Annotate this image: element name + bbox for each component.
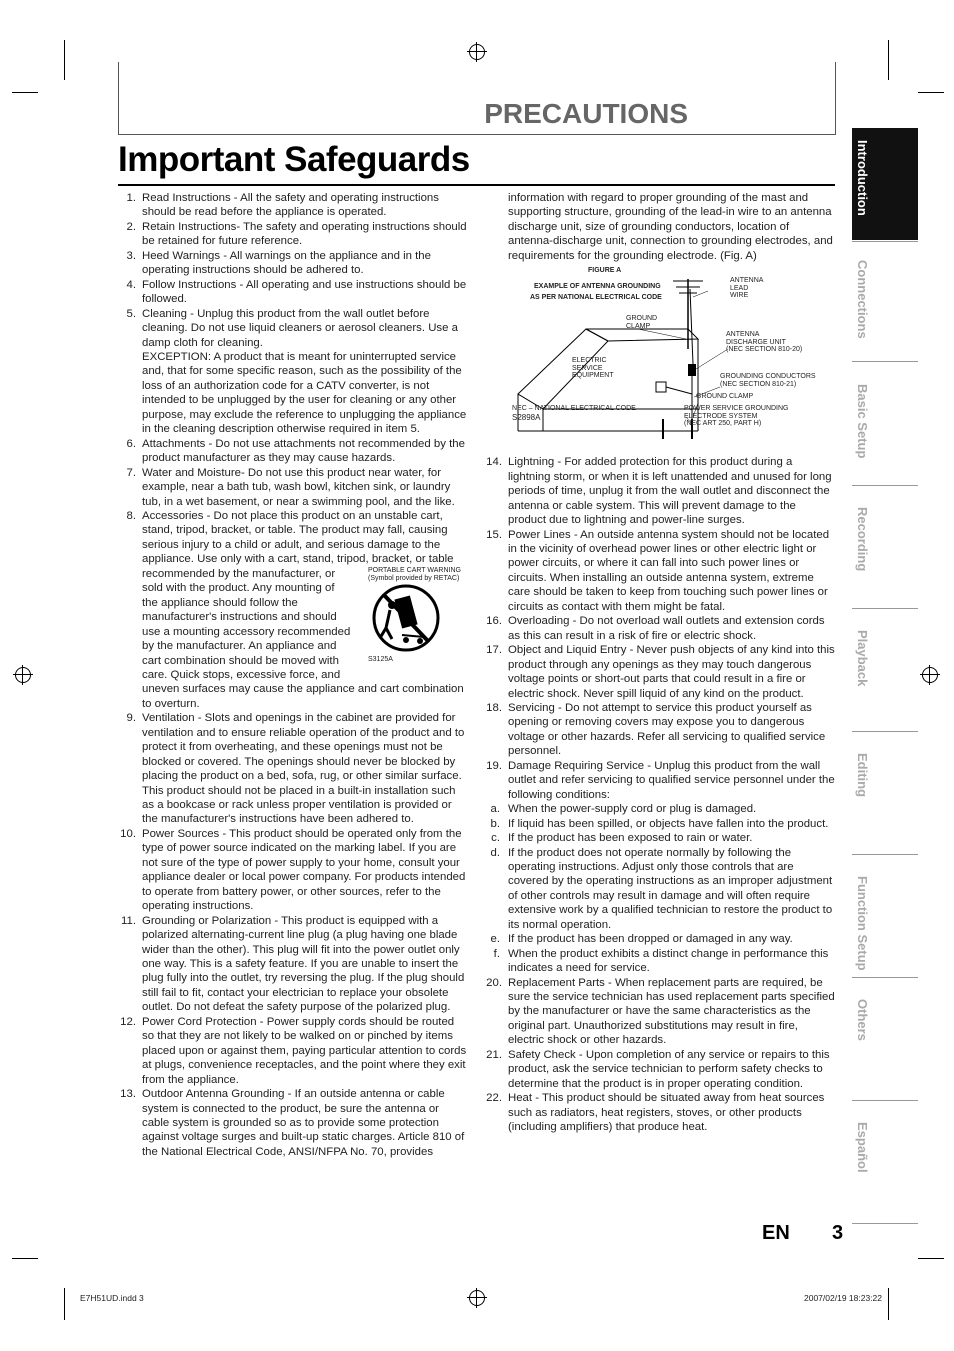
label-nec: NEC – NATIONAL ELECTRICAL CODE (512, 405, 636, 413)
item-number: 20. (486, 976, 502, 989)
item-text: uneven surfaces may cause the appliance and cart combination to overturn. (142, 683, 464, 710)
label-antenna-lead: ANTENNA LEAD WIRE (730, 277, 764, 300)
crop-mark (918, 92, 944, 93)
figure-code: S2898A (512, 413, 541, 423)
item-text: Safety Check - Upon completion of any service or repairs to this product, ask the service technician to perform safety checks to determine that the product is in proper operating condition. (508, 1048, 830, 1090)
registration-mark-icon (922, 667, 938, 683)
item-number: 15. (486, 528, 502, 541)
item-text-line: recommended by the manufacturer, or (142, 567, 336, 580)
registration-mark-icon (15, 667, 31, 683)
item-number: 1. (126, 192, 136, 204)
safeguard-list (118, 191, 468, 509)
sub-list-item (484, 932, 836, 946)
crop-mark (12, 92, 38, 93)
item-number: 10. (120, 827, 136, 840)
list-item (118, 220, 468, 249)
item-text: Follow Instructions - All operating and use instructions should be followed. (142, 278, 467, 306)
footer-file: E7H51UD.indd 3 (80, 1293, 144, 1303)
tab-label: Function Setup (855, 876, 870, 971)
tab-basic-setup[interactable] (852, 372, 918, 484)
list-item (484, 1091, 836, 1134)
sub-list-item (484, 802, 836, 816)
item-number: 3. (126, 249, 136, 262)
item-number: 21. (486, 1048, 502, 1061)
label-grounding-conductors: GROUNDING CONDUCTORS (NEC SECTION 810-21) (720, 373, 816, 388)
item-number: 13. (120, 1088, 136, 1101)
tipping-cart-icon (368, 583, 448, 653)
title-divider (118, 184, 835, 186)
tab-label: Recording (855, 507, 870, 572)
item-text: If the product has been exposed to rain or water. (508, 832, 753, 845)
item-text: When the power-supply cord or plug is damaged. (508, 803, 757, 816)
list-item (118, 191, 468, 220)
figure-heading: EXAMPLE OF ANTENNA GROUNDING (534, 283, 661, 291)
item-text: Object and Liquid Entry - Never push objects of any kind into this product through any openings as they may touch dangerous voltage points or short-out parts that could result in a fire or electric shock. Never spill liquid of any kind on the product. (508, 644, 835, 700)
tab-label: Connections (855, 260, 870, 339)
item-number: 9. (126, 712, 136, 725)
item-number: 8. (126, 509, 136, 522)
left-column (118, 191, 468, 1159)
tab-label: Playback (855, 630, 870, 687)
list-item (118, 278, 468, 307)
list-item (118, 1087, 468, 1159)
list-item (118, 307, 468, 437)
tab-function-setup[interactable] (852, 864, 918, 976)
item-number: c. (491, 832, 500, 845)
item-text: Ventilation - Slots and openings in the cabinet are provided for ventilation and to ensure reliable operation of the product and to protect it from overheating, and these openings must not be blocked or covered. The openings should never be blocked by placing the product on a bed, sofa, rug, or other similar surface. This product should not be placed in a built-in installation such as a bookcase or rack unless proper ventilation is provided or the manufacturer's instructions have been adhered to. (142, 712, 465, 826)
item-number: 7. (126, 466, 136, 479)
list-item (118, 827, 468, 914)
item-text: Replacement Parts - When replacement parts are required, be sure the service technician has used replacement parts specified by the manufacturer or have the same characteristics as the original part. Unauthorized substitutions may result in fire, electric shock or other hazards. (508, 976, 835, 1047)
figure-title: FIGURE A (588, 267, 622, 275)
tab-divider (852, 608, 918, 609)
section-title: PRECAUTIONS (484, 98, 688, 129)
cart-warning-figure (368, 567, 468, 664)
cart-caption-note: (Symbol provided by RETAC) (368, 574, 460, 582)
label-electrode-system: POWER SERVICE GROUNDING ELECTRODE SYSTEM (NEC ART 250, PART H) (684, 405, 789, 428)
tab-divider (852, 485, 918, 486)
crop-mark (12, 1258, 38, 1259)
crop-mark (64, 40, 65, 80)
item-number: 16. (486, 615, 502, 628)
tab-divider (852, 1100, 918, 1101)
list-item (118, 437, 468, 466)
tab-label: Editing (855, 753, 870, 798)
item-number: 17. (486, 644, 502, 657)
list-item (484, 1048, 836, 1091)
tab-divider (852, 1223, 918, 1224)
list-item (118, 914, 468, 1015)
item-number: 2. (126, 220, 136, 233)
label-discharge-unit: ANTENNA DISCHARGE UNIT (NEC SECTION 810-20) (726, 331, 803, 354)
registration-mark-icon (469, 1290, 485, 1306)
item-number: 6. (126, 437, 136, 450)
item-text: If the product has been dropped or damaged in any way. (508, 933, 793, 946)
item-text: Outdoor Antenna Grounding - If an outside antenna or cable system is connected to the product, be sure the antenna or cable system is grounded so as to provide some protection against voltage surges and built-up static charges. Article 810 of the National Electrical Code, ANSI/NFPA No. 70, provides (142, 1088, 465, 1158)
item-text-line: by the manufacturer. An appliance and (142, 640, 337, 653)
crop-mark (888, 1288, 889, 1320)
right-column (484, 191, 836, 1135)
item-text: Heed Warnings - All warnings on the appliance and in the operating instructions should be adhered to. (142, 249, 431, 277)
tab-connections[interactable] (852, 248, 918, 360)
list-item-continued (484, 191, 836, 263)
list-item (484, 701, 836, 759)
tab-divider (852, 977, 918, 978)
list-item (484, 455, 836, 527)
item-number: 11. (121, 914, 136, 927)
list-item (118, 249, 468, 278)
figure-heading: AS PER NATIONAL ELECTRICAL CODE (530, 294, 662, 302)
item-text: Heat - This product should be situated away from heat sources such as radiators, heat registers, stoves, or other products (including amplifiers) that produce heat. (508, 1092, 825, 1134)
list-item (484, 528, 836, 615)
tab-divider (852, 241, 918, 242)
item-text-line: use a mounting accessory recommended (142, 625, 351, 638)
list-item (484, 759, 836, 802)
page-title: Important Safeguards (118, 140, 470, 179)
tab-editing[interactable] (852, 741, 918, 853)
list-item (118, 711, 468, 827)
item-text: Power Lines - An outside antenna system should not be located in the vicinity of overhead power lines or other electric light or power circuits, or where it can fall into such power lines or circuits. When installing an outside antenna system, extreme care should be taken to keep from touching such power lines or circuits as contact with them might be fatal. (508, 528, 830, 613)
item-exception: EXCEPTION: A product that is meant for uninterrupted service and, that for some specific reason, such as the possibility of the loss of an authorization code for a CATV converter, is not intended to be unplugged by the user for cleaning or any other purpose, may exclude the reference to unplugging the appliance in the cleaning description otherwise required in item 5. (142, 350, 467, 436)
list-item (484, 614, 836, 643)
item-text: Damage Requiring Service - Unplug this product from the wall outlet and refer servicing to qualified service personnel under the following conditions: (508, 759, 835, 801)
tab-divider (852, 361, 918, 362)
item-text: Accessories - Do not place this product on an unstable cart, stand, tripod, bracket, or table. The product may fall, causing serious injury to a child or adult, and serious damage to the appliance. Use only with a cart, stand, tripod, bracket, or table (142, 509, 454, 566)
item-text: If liquid has been spilled, or objects have fallen into the product. (508, 817, 829, 830)
label-ground-clamp-lower: GROUND CLAMP (696, 393, 754, 401)
tab-label: Español (855, 1122, 870, 1173)
item-text: information with regard to proper grounding of the mast and supporting structure, grounding of the lead-in wire to an antenna discharge unit, size of grounding conductors, location of antenna-discharge unit, connection to grounding electrodes, and requirements for the grounding electrode. (Fig. A) (508, 192, 833, 262)
antenna-grounding-figure (488, 269, 836, 451)
item-text: Power Cord Protection - Power supply cords should be routed so that they are not likely to be walked on or pinched by items placed upon or against them, paying particular attention to cords at plugs, convenience receptacles, and the point where they exit from the appliance. (142, 1015, 467, 1086)
item-text-line: the appliance should follow the (142, 596, 298, 609)
page-number: 3 (832, 1222, 844, 1244)
tab-introduction[interactable] (852, 128, 918, 240)
list-item (484, 976, 836, 1048)
item-text: Power Sources - This product should be operated only from the type of power source indicated on the marking label. If you are not sure of the type of power supply to your home, consult your appliance dealer or local power company. For products intended to operate from battery power, or other sources, refer to the operating instructions. (142, 827, 466, 913)
tab-español[interactable] (852, 1110, 918, 1222)
item-text: Lightning - For added protection for this product during a lightning storm, or when it is left unattended and unused for long periods of time, unplug it from the wall outlet and disconnect the antenna or cable system. This will prevent damage to the product due to lightning and power-line surges. (508, 456, 832, 527)
cart-caption: PORTABLE CART WARNING (368, 566, 461, 574)
safeguard-list (118, 711, 468, 1159)
item-number: b. (490, 817, 500, 830)
item-text: Grounding or Polarization - This product is equipped with a polarized alternating-current line plug (a plug having one blade wider than the other). This plug will fit into the power outlet only one way. This is a safety feature. If you are unable to insert the plug fully into the outlet, try reversing the plug. If the plug should still fail to fit, contact your electrician to replace your obsolete outlet. Do not defeat the safety purpose of the polarized plug. (142, 914, 465, 1014)
sub-list-item (484, 817, 836, 831)
tab-divider (852, 731, 918, 732)
list-item (484, 643, 836, 701)
tab-divider (852, 854, 918, 855)
tab-others[interactable] (852, 987, 918, 1099)
label-electric-service: ELECTRIC SERVICE EQUIPMENT (572, 357, 614, 380)
item-text-line: manufacturer's instructions and should (142, 611, 337, 624)
item-text: Retain Instructions- The safety and operating instructions should be retained for future reference. (142, 220, 467, 248)
list-item (118, 509, 468, 711)
language-label: EN (762, 1222, 790, 1244)
item-text-line: cart combination should be moved with (142, 654, 339, 667)
cart-code: S3125A (368, 655, 393, 663)
safeguard-list (484, 455, 836, 1134)
tab-playback[interactable] (852, 618, 918, 730)
item-number: 4. (126, 278, 136, 291)
item-text: Read Instructions - All the safety and operating instructions should be read before the appliance is operated. (142, 192, 439, 219)
label-ground-clamp: GROUND CLAMP (626, 315, 658, 330)
tab-label: Basic Setup (855, 384, 870, 459)
sub-list-item (484, 947, 836, 976)
tab-label: Others (855, 999, 870, 1041)
item-text-line: care. Quick stops, excessive force, and (142, 668, 341, 681)
list-item (118, 466, 468, 509)
tab-recording[interactable] (852, 495, 918, 607)
item-text: If the product does not operate normally by following the operating instructions. Adjust only those controls that are covered by the operating instructions as an improper adjustment of other controls may result in damage and will often require extensive work by a qualified technician to restore the product to its normal operation. (508, 846, 833, 931)
crop-mark (64, 1288, 65, 1320)
list-item (118, 1015, 468, 1087)
item-number: 18. (486, 701, 502, 714)
sub-list-item (484, 831, 836, 845)
sub-list-item (484, 846, 836, 933)
item-text: When the product exhibits a distinct change in performance this indicates a need for service. (508, 947, 829, 975)
crop-mark (918, 1258, 944, 1259)
item-number: a. (490, 803, 500, 816)
footer-date: 2007/02/19 18:23:22 (804, 1293, 882, 1303)
item-number: d. (490, 846, 500, 859)
item-text-line: sold with the product. Any mounting of (142, 582, 335, 595)
item-text: Cleaning - Unplug this product from the wall outlet before cleaning. Do not use liquid cleaners or aerosol cleaners. Use a damp cloth for cleaning. (142, 307, 458, 349)
item-number: 14. (486, 456, 502, 469)
item-number: 12. (120, 1015, 136, 1028)
item-text: Attachments - Do not use attachments not recommended by the product manufacturer as they may cause hazards. (142, 437, 465, 465)
item-number: 19. (486, 759, 502, 772)
item-text: Overloading - Do not overload wall outlets and extension cords as this can result in a risk of fire or electric shock. (508, 615, 825, 642)
tab-label: Introduction (855, 140, 870, 216)
item-number: f. (493, 947, 500, 960)
item-number: 5. (126, 307, 136, 320)
cart-block (142, 567, 468, 683)
crop-mark (888, 40, 889, 80)
item-number: 22. (486, 1092, 502, 1105)
item-text: Water and Moisture- Do not use this product near water, for example, near a bath tub, wash bowl, kitchen sink, or laundry tub, in a wet basement, or near a swimming pool, and the like. (142, 466, 455, 508)
item-text: Servicing - Do not attempt to service this product yourself as opening or removing covers may expose you to dangerous voltage or other hazards. Refer all servicing to qualified service personnel. (508, 701, 826, 758)
item-number: e. (490, 933, 500, 946)
registration-mark-icon (469, 44, 485, 60)
header-frame (118, 62, 836, 135)
